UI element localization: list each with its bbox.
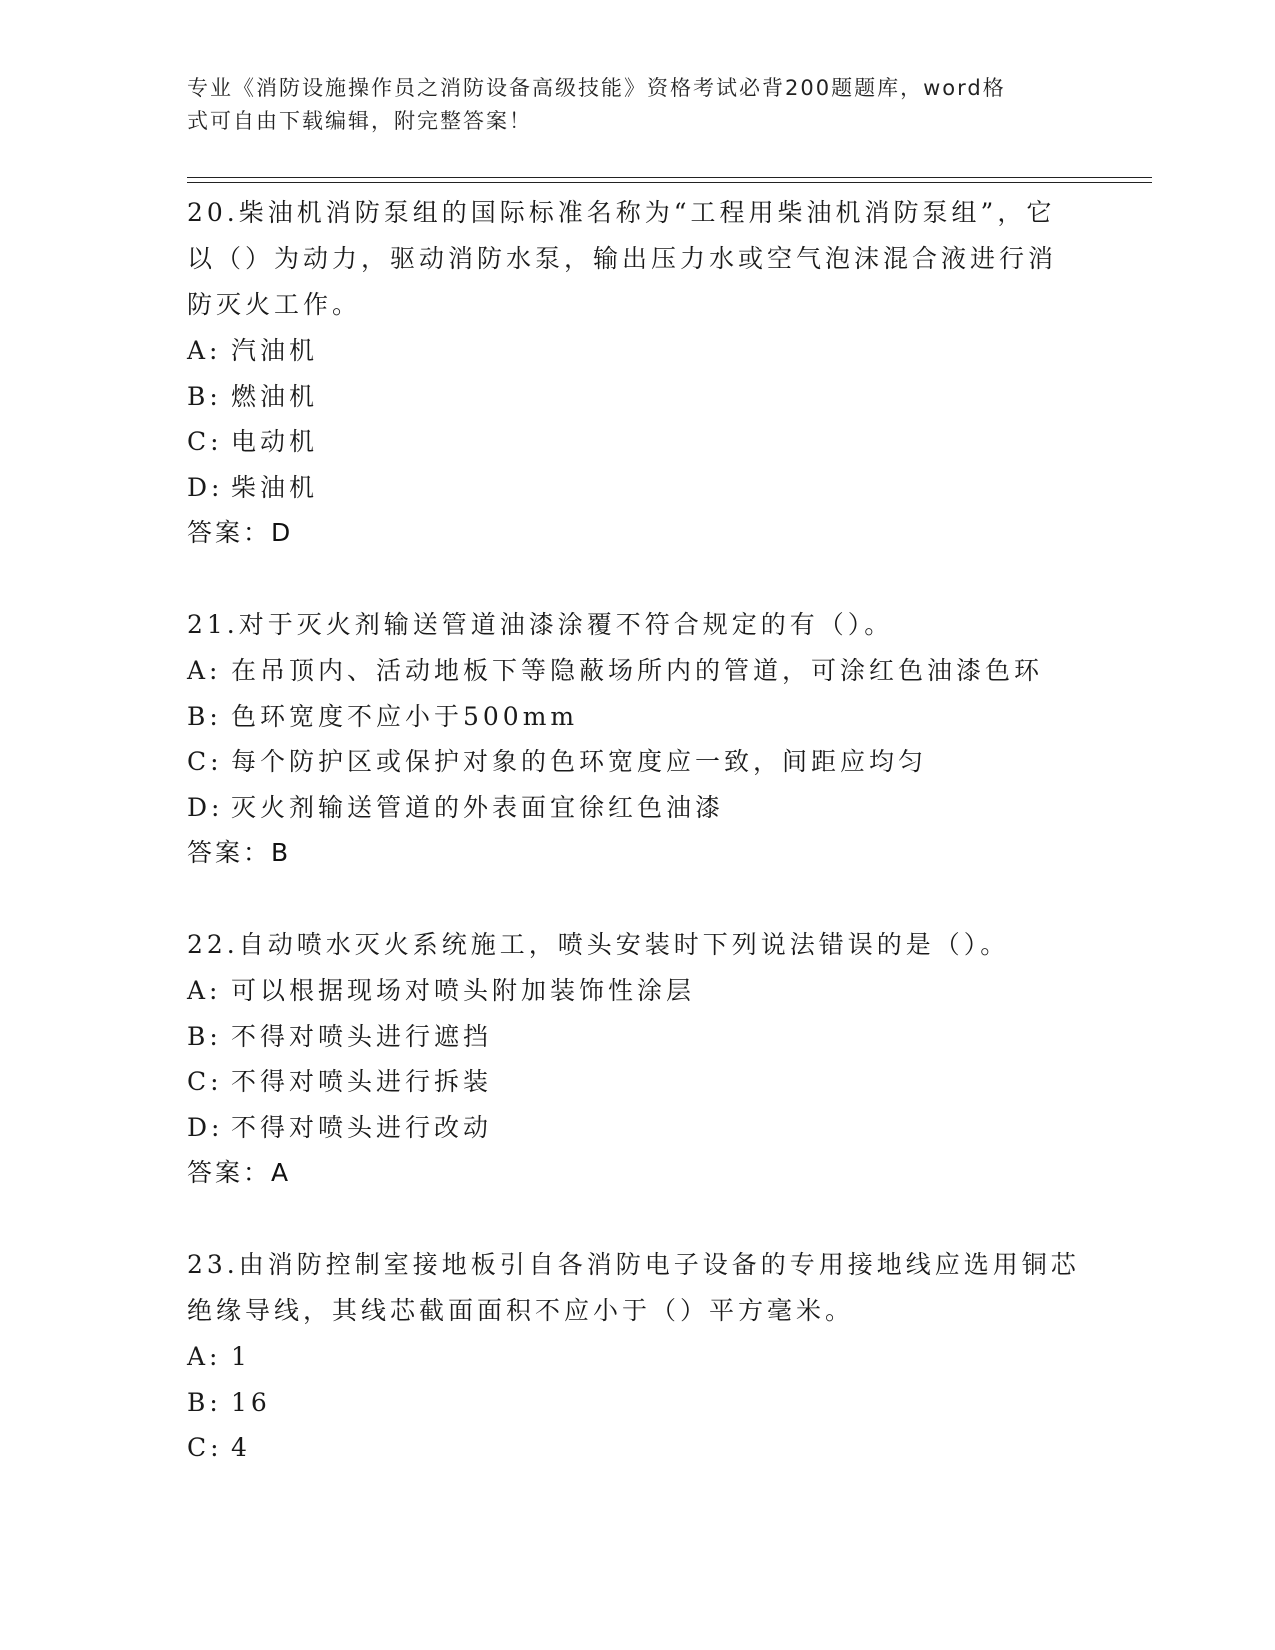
option-c [187, 1059, 1087, 1105]
option-letter: C: [187, 1433, 223, 1462]
question-stem-line: 防灭火工作。 [187, 290, 362, 319]
option-text: 柴油机 [231, 472, 319, 502]
option-text: 每个防护区或保护对象的色环宽度应一致，间距应均匀 [231, 747, 928, 776]
option-letter: B: [187, 381, 222, 411]
option-text: 16 [231, 1387, 271, 1417]
option-a [187, 328, 1087, 374]
question-stem-line: 21.对于灭火剂输送管道油漆涂覆不符合规定的有（）。 [187, 610, 894, 639]
option-a [187, 968, 1087, 1014]
question-22 [187, 922, 1087, 1196]
option-text: 1 [231, 1342, 251, 1371]
answer-line: 答案：D [187, 518, 294, 547]
document-header [187, 72, 1067, 138]
answer-line: 答案：B [187, 838, 292, 867]
option-letter: A: [187, 1342, 222, 1371]
option-text: 灭火剂输送管道的外表面宜徐红色油漆 [231, 792, 725, 822]
option-text: 燃油机 [231, 381, 319, 411]
header-divider-top [187, 177, 1152, 178]
option-letter: B: [187, 701, 222, 731]
question-23 [187, 1242, 1087, 1471]
header-divider-bottom [187, 182, 1152, 183]
option-b [187, 694, 1087, 740]
question-stem-line: 以（）为动力，驱动消防水泵，输出压力水或空气泡沫混合液进行消 [187, 244, 1058, 273]
answer-line: 答案：A [187, 1158, 292, 1187]
option-b [187, 1014, 1087, 1060]
option-d [187, 1105, 1087, 1151]
option-letter: C: [187, 427, 223, 456]
option-letter: D: [187, 472, 224, 502]
option-a [187, 1334, 1087, 1380]
option-text: 在吊顶内、活动地板下等隐蔽场所内的管道，可涂红色油漆色环 [231, 656, 1044, 685]
option-letter: A: [187, 656, 222, 685]
option-letter: C: [187, 1067, 223, 1096]
option-text: 不得对喷头进行遮挡 [231, 1021, 493, 1051]
option-letter: B: [187, 1021, 222, 1051]
option-letter: B: [187, 1387, 222, 1417]
option-letter: D: [187, 1112, 224, 1142]
option-c [187, 739, 1087, 785]
option-c [187, 419, 1087, 465]
question-stem-line: 绝缘导线，其线芯截面面积不应小于（）平方毫米。 [187, 1296, 855, 1325]
option-text: 不得对喷头进行改动 [231, 1112, 493, 1142]
option-text: 4 [231, 1433, 251, 1462]
option-text: 可以根据现场对喷头附加装饰性涂层 [231, 976, 696, 1005]
option-letter: A: [187, 336, 222, 365]
option-letter: D: [187, 792, 224, 822]
option-text: 色环宽度不应小于500mm [231, 701, 579, 731]
option-b [187, 374, 1087, 420]
question-stem-line: 20.柴油机消防泵组的国际标准名称为“工程用柴油机消防泵组”，它 [187, 198, 1056, 227]
option-text: 不得对喷头进行拆装 [231, 1067, 493, 1096]
question-21 [187, 602, 1087, 876]
option-b [187, 1380, 1087, 1426]
question-stem-line: 22.自动喷水灭火系统施工，喷头安装时下列说法错误的是（）。 [187, 930, 1010, 959]
option-d [187, 465, 1087, 511]
option-d [187, 785, 1087, 831]
header-line-2: 式可自由下载编辑，附完整答案！ [187, 109, 532, 133]
option-text: 汽油机 [231, 336, 319, 365]
question-stem-line: 23.由消防控制室接地板引自各消防电子设备的专用接地线应选用铜芯 [187, 1250, 1080, 1279]
question-20 [187, 190, 1087, 556]
header-line-1: 专业《消防设施操作员之消防设备高级技能》资格考试必背200题题库，word格 [187, 76, 1006, 100]
option-c [187, 1425, 1087, 1471]
option-a [187, 648, 1087, 694]
option-letter: A: [187, 976, 222, 1005]
option-letter: C: [187, 747, 223, 776]
option-text: 电动机 [231, 427, 319, 456]
question-list [187, 190, 1087, 1517]
